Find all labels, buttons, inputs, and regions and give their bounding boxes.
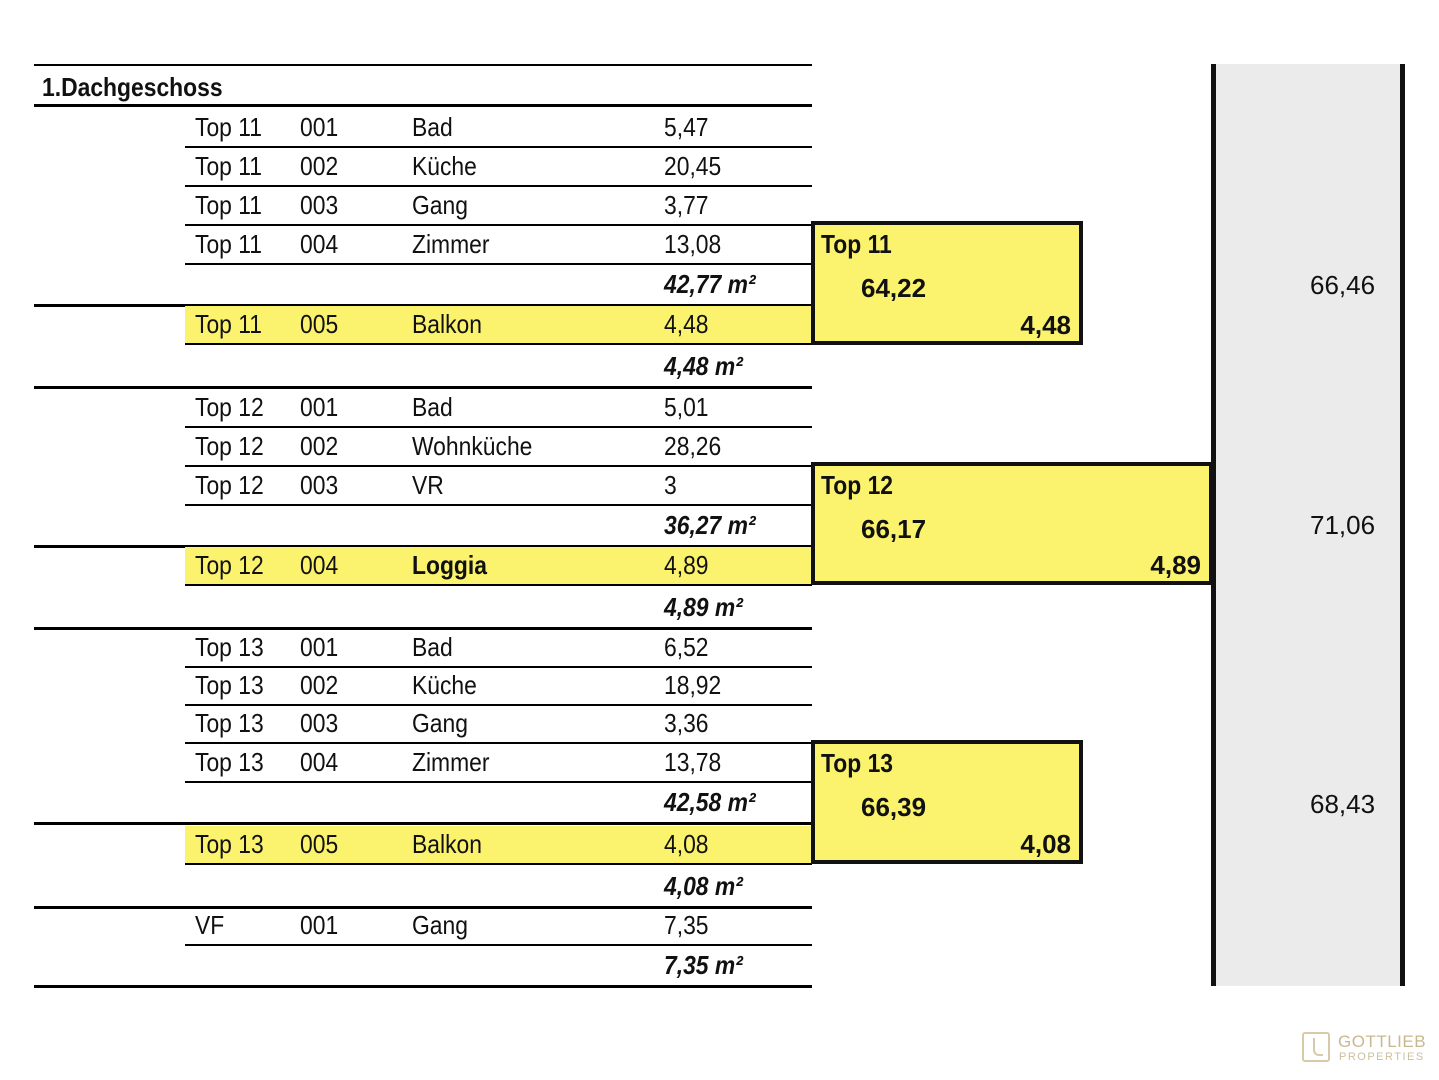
summary-box-outdoor: 4,89 xyxy=(1150,550,1201,580)
table-rule xyxy=(34,985,812,988)
room-name-cell: Bad xyxy=(412,112,453,142)
unit-total-value: 66,46 xyxy=(1310,270,1376,300)
room-number-cell: 004 xyxy=(300,550,339,580)
room-name-cell: Küche xyxy=(412,151,477,181)
table-rule xyxy=(185,465,812,467)
room-name-cell: Gang xyxy=(412,910,468,940)
room-number-cell: 002 xyxy=(300,670,339,700)
room-name-cell: Balkon xyxy=(412,309,482,339)
unit-cell: VF xyxy=(195,910,225,940)
unit-total-value: 71,06 xyxy=(1310,510,1376,540)
unit-cell: Top 11 xyxy=(195,229,263,259)
logo-name: GOTTLIEB xyxy=(1338,1032,1427,1051)
summary-box-outdoor: 4,08 xyxy=(1020,829,1071,859)
summary-box-top-11 xyxy=(811,221,1083,345)
room-number-cell: 001 xyxy=(300,392,339,422)
table-rule xyxy=(34,64,812,66)
room-number-cell: 004 xyxy=(300,747,339,777)
logo-sub: PROPERTIES xyxy=(1339,1051,1425,1063)
area-cell: 13,78 xyxy=(664,747,722,777)
unit-cell: Top 11 xyxy=(195,309,263,339)
room-number-cell: 002 xyxy=(300,431,339,461)
room-number-cell: 003 xyxy=(300,708,339,738)
table-rule xyxy=(185,704,812,706)
area-cell: 28,26 xyxy=(664,431,722,461)
unit-cell: Top 13 xyxy=(195,747,264,777)
unit-cell: Top 12 xyxy=(195,470,264,500)
table-rule xyxy=(185,343,812,345)
room-name-cell: Wohnküche xyxy=(412,431,533,461)
area-cell: 4,89 xyxy=(664,550,709,580)
area-cell: 7,35 xyxy=(664,910,709,940)
summary-box-outdoor: 4,48 xyxy=(1020,310,1071,340)
area-cell: 5,01 xyxy=(664,392,709,422)
area-cell: 5,47 xyxy=(664,112,709,142)
area-cell: 20,45 xyxy=(664,151,722,181)
subtotal-value: 4,89 m² xyxy=(664,592,743,622)
room-name-cell: Zimmer xyxy=(412,229,490,259)
room-name-cell: Küche xyxy=(412,670,477,700)
room-number-cell: 005 xyxy=(300,309,339,339)
room-number-cell: 005 xyxy=(300,829,339,859)
subtotal-value: 42,77 m² xyxy=(664,269,756,299)
unit-cell: Top 13 xyxy=(195,632,264,662)
subtotal-value: 4,48 m² xyxy=(664,351,743,381)
table-rule xyxy=(34,104,812,107)
summary-box-label: Top 11 xyxy=(821,229,892,259)
room-number-cell: 002 xyxy=(300,151,339,181)
section-title: 1.Dachgeschoss xyxy=(42,72,223,102)
area-cell: 3,36 xyxy=(664,708,709,738)
area-cell: 4,48 xyxy=(664,309,709,339)
table-rule xyxy=(185,185,812,187)
area-cell: 3,77 xyxy=(664,190,709,220)
summary-box-top-12 xyxy=(811,462,1213,585)
room-number-cell: 004 xyxy=(300,229,339,259)
logo-mark-icon xyxy=(1302,1032,1330,1062)
unit-cell: Top 12 xyxy=(195,392,264,422)
summary-box-total: 66,17 xyxy=(861,514,927,544)
room-number-cell: 003 xyxy=(300,190,339,220)
area-cell: 13,08 xyxy=(664,229,722,259)
subtotal-value: 42,58 m² xyxy=(664,787,756,817)
subtotal-value: 7,35 m² xyxy=(664,950,743,980)
area-cell: 3 xyxy=(664,470,677,500)
room-name-cell: Gang xyxy=(412,190,468,220)
area-cell: 6,52 xyxy=(664,632,709,662)
table-rule xyxy=(185,863,812,865)
room-name-cell: Balkon xyxy=(412,829,482,859)
area-cell: 4,08 xyxy=(664,829,709,859)
gottlieb-logo xyxy=(1302,1030,1432,1070)
unit-total-value: 68,43 xyxy=(1310,789,1376,819)
unit-cell: Top 13 xyxy=(195,708,264,738)
unit-cell: Top 12 xyxy=(195,550,264,580)
outdoor-row-highlight xyxy=(185,306,812,343)
room-name-cell: Bad xyxy=(412,392,453,422)
summary-box-total: 64,22 xyxy=(861,273,927,303)
summary-box-label: Top 12 xyxy=(821,470,894,500)
room-number-cell: 001 xyxy=(300,632,339,662)
outdoor-row-highlight xyxy=(185,826,812,863)
right-total-panel xyxy=(1211,64,1405,986)
outdoor-row-highlight xyxy=(185,547,812,584)
subtotal-value: 36,27 m² xyxy=(664,510,756,540)
room-number-cell: 003 xyxy=(300,470,339,500)
room-name-cell: Bad xyxy=(412,632,453,662)
room-name-cell: VR xyxy=(412,470,444,500)
unit-cell: Top 11 xyxy=(195,112,263,142)
room-name-cell: Zimmer xyxy=(412,747,490,777)
summary-box-label: Top 13 xyxy=(821,748,894,778)
area-cell: 18,92 xyxy=(664,670,722,700)
unit-cell: Top 13 xyxy=(195,670,264,700)
subtotal-value: 4,08 m² xyxy=(664,871,743,901)
table-rule xyxy=(185,584,812,586)
unit-cell: Top 11 xyxy=(195,151,263,181)
unit-cell: Top 12 xyxy=(195,431,264,461)
summary-box-total: 66,39 xyxy=(861,792,927,822)
room-number-cell: 001 xyxy=(300,910,339,940)
room-name-cell: Gang xyxy=(412,708,468,738)
unit-cell: Top 11 xyxy=(195,190,263,220)
summary-box-top-13 xyxy=(811,740,1083,864)
unit-cell: Top 13 xyxy=(195,829,264,859)
room-name-cell: Loggia xyxy=(412,550,487,580)
room-number-cell: 001 xyxy=(300,112,339,142)
